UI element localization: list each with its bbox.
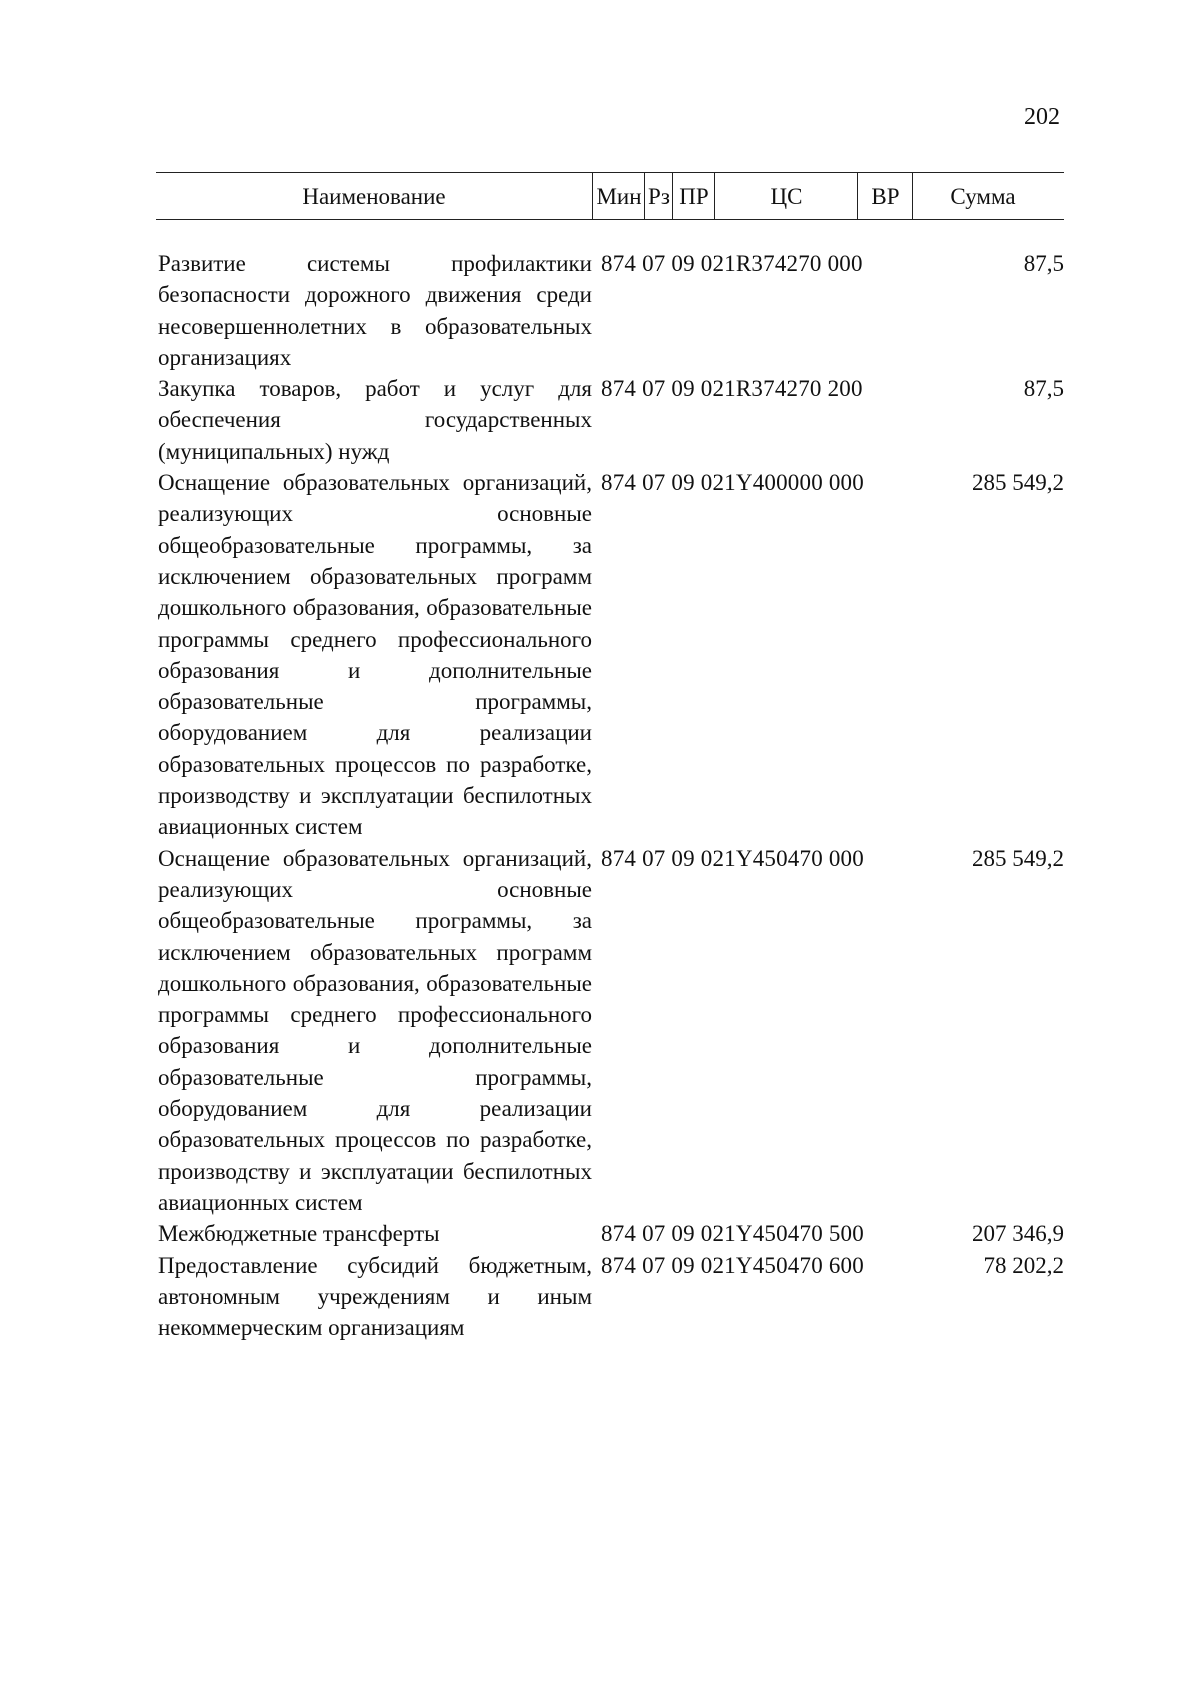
- row-min: 874: [601, 376, 637, 402]
- table-body: [158, 248, 1066, 1343]
- row-rz: 07: [642, 845, 666, 871]
- row-cs: 021R374270: [700, 251, 822, 276]
- row-cs: 021R374270: [700, 376, 822, 402]
- table-row: [158, 1250, 1066, 1344]
- row-vr: 500: [828, 1221, 864, 1247]
- header-name: Наименование: [302, 184, 446, 209]
- header-sum: Сумма: [912, 173, 1053, 219]
- row-cs: 021Y400000: [700, 470, 823, 496]
- row-pr: 09: [671, 845, 695, 871]
- row-min: 874: [601, 1221, 637, 1247]
- header-min: Мин: [592, 173, 645, 219]
- row-name: Оснащение образовательных организаций, реализующих основные общеобразовательные программы, за исключением образовательных программ дошкольного образования, образовательные программы среднего профессионального образования и дополнительные образовательные программы, оборудованием для реализации образовательных процессов по разработке, производству и эксплуатации беспилотных авиационных систем: [158, 845, 592, 1215]
- row-min: 874: [601, 470, 637, 496]
- table-row: [158, 467, 1066, 843]
- row-name: Закупка товаров, работ и услуг для обеспечения государственных (муниципальных) нужд: [158, 376, 592, 464]
- header-vr: ВР: [857, 173, 913, 219]
- row-pr: 09: [671, 1252, 695, 1278]
- table-row: [158, 248, 1066, 373]
- row-pr: 09: [671, 1221, 695, 1247]
- row-name: Предоставление субсидий бюджетным, автономным учреждениям и иным некоммерческим организациям: [158, 1252, 592, 1341]
- header-pr: ПР: [672, 173, 715, 219]
- header-cs: ЦС: [714, 173, 858, 219]
- row-codes: [601, 843, 864, 874]
- row-cs: 021Y450470: [700, 1221, 823, 1247]
- row-cs: 021Y450470: [700, 845, 823, 871]
- row-min: 874: [601, 251, 637, 276]
- row-rz: 07: [642, 470, 666, 496]
- row-codes: [601, 373, 863, 404]
- row-name: Оснащение образовательных организаций, реализующих основные общеобразовательные программы, за исключением образовательных программ дошкольного образования, образовательные программы среднего профессионального образования и дополнительные образовательные программы, оборудованием для реализации образовательных процессов по разработке, производству и эксплуатации беспилотных авиационных систем: [158, 470, 592, 840]
- row-name: Развитие системы профилактики безопасности дорожного движения среди несовершеннолетних в образовательных организациях: [158, 251, 592, 370]
- row-rz: 07: [642, 251, 666, 276]
- row-vr: 000: [828, 845, 864, 871]
- row-vr: 000: [827, 251, 863, 276]
- row-vr: 200: [827, 376, 863, 402]
- row-sum: 87,5: [1023, 376, 1064, 402]
- row-sum: 285 549,2: [972, 845, 1064, 871]
- row-rz: 07: [642, 1252, 666, 1278]
- row-cs: 021Y450470: [700, 1252, 823, 1278]
- row-pr: 09: [671, 376, 695, 402]
- row-rz: 07: [642, 1221, 666, 1247]
- row-vr: 000: [828, 470, 864, 496]
- row-name: Межбюджетные трансферты: [158, 1221, 440, 1247]
- row-sum: 285 549,2: [972, 470, 1064, 496]
- row-rz: 07: [642, 376, 666, 402]
- table-row: [158, 843, 1066, 1219]
- row-codes: [601, 467, 864, 498]
- row-sum: 207 346,9: [972, 1221, 1064, 1247]
- row-pr: 09: [671, 470, 695, 496]
- page-number: 202: [1024, 104, 1060, 130]
- header-rz: Рз: [644, 173, 673, 219]
- table-header: [156, 172, 1064, 220]
- row-sum: 87,5: [1023, 251, 1064, 276]
- row-sum: 78 202,2: [983, 1252, 1064, 1278]
- row-min: 874: [601, 1252, 637, 1278]
- row-codes: [601, 1250, 864, 1281]
- row-min: 874: [601, 845, 637, 871]
- row-vr: 600: [828, 1252, 864, 1278]
- table-row: [158, 373, 1066, 467]
- row-codes: [601, 1218, 864, 1249]
- row-codes: [601, 248, 863, 279]
- table-row: [158, 1218, 1066, 1249]
- row-pr: 09: [671, 251, 695, 276]
